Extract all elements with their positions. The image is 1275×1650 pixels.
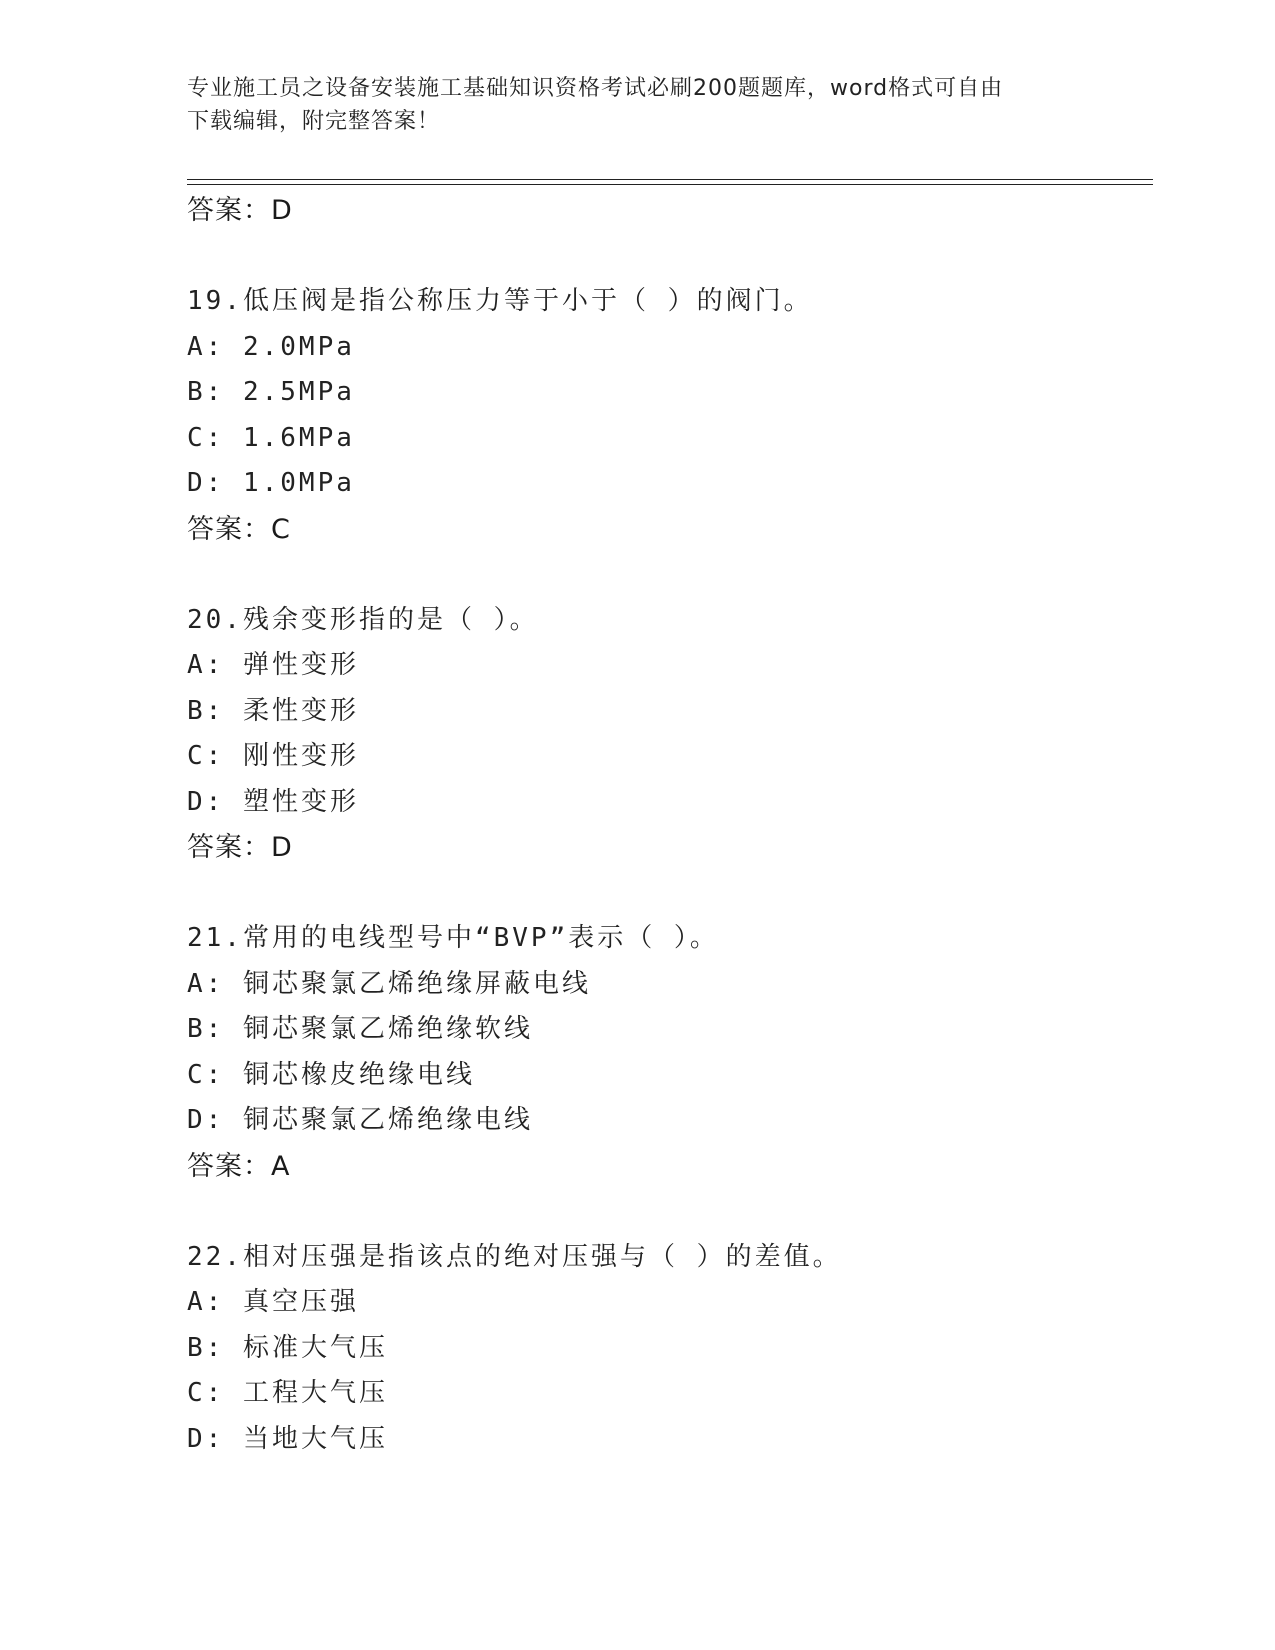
option-d: D: 塑性变形 [187, 786, 359, 817]
option-c: C: 刚性变形 [187, 741, 359, 771]
option-b: B: 2.5MPa [187, 377, 355, 407]
option-b: B: 标准大气压 [187, 1332, 388, 1363]
option-d: D: 当地大气压 [187, 1423, 388, 1454]
document-header [187, 72, 1087, 138]
option-c: C: 铜芯橡皮绝缘电线 [187, 1059, 475, 1090]
question-stem: 21.常用的电线型号中“BVP”表示（ ）。 [187, 923, 719, 953]
question-block [187, 916, 1153, 1189]
option-a: A: 铜芯聚氯乙烯绝缘屏蔽电线 [187, 968, 591, 999]
spacer [187, 871, 1153, 917]
spacer [187, 552, 1153, 598]
answer-line: 答案：D [187, 832, 293, 863]
option-d: D: 1.0MPa [187, 468, 355, 498]
option-a: A: 2.0MPa [187, 331, 355, 362]
question-block [187, 279, 1153, 552]
header-line-1: 专业施工员之设备安装施工基础知识资格考试必刷200题题库，word格式可自由 [187, 76, 1004, 101]
option-d: D: 铜芯聚氯乙烯绝缘电线 [187, 1105, 533, 1135]
option-a: A: 弹性变形 [187, 650, 359, 680]
option-c: C: 工程大气压 [187, 1378, 388, 1408]
question-list [187, 188, 1153, 1462]
header-divider-top [187, 179, 1153, 180]
spacer [187, 1189, 1153, 1235]
question-stem: 19.低压阀是指公称压力等于小于（ ）的阀门。 [187, 286, 813, 316]
header-divider-bottom [187, 184, 1153, 185]
answer-line: 答案：A [187, 1150, 291, 1182]
option-a: A: 真空压强 [187, 1287, 359, 1317]
option-b: B: 柔性变形 [187, 695, 359, 726]
question-block [187, 1235, 1153, 1463]
option-c: C: 1.6MPa [187, 422, 355, 453]
question-block [187, 598, 1153, 871]
previous-answer: 答案：D [187, 195, 293, 226]
header-line-2: 下载编辑，附完整答案！ [187, 109, 441, 134]
question-stem: 20.残余变形指的是（ ）。 [187, 604, 539, 635]
question-stem: 22.相对压强是指该点的绝对压强与（ ）的差值。 [187, 1241, 842, 1272]
spacer [187, 234, 1153, 280]
answer-line: 答案：C [187, 513, 291, 545]
option-b: B: 铜芯聚氯乙烯绝缘软线 [187, 1014, 533, 1044]
